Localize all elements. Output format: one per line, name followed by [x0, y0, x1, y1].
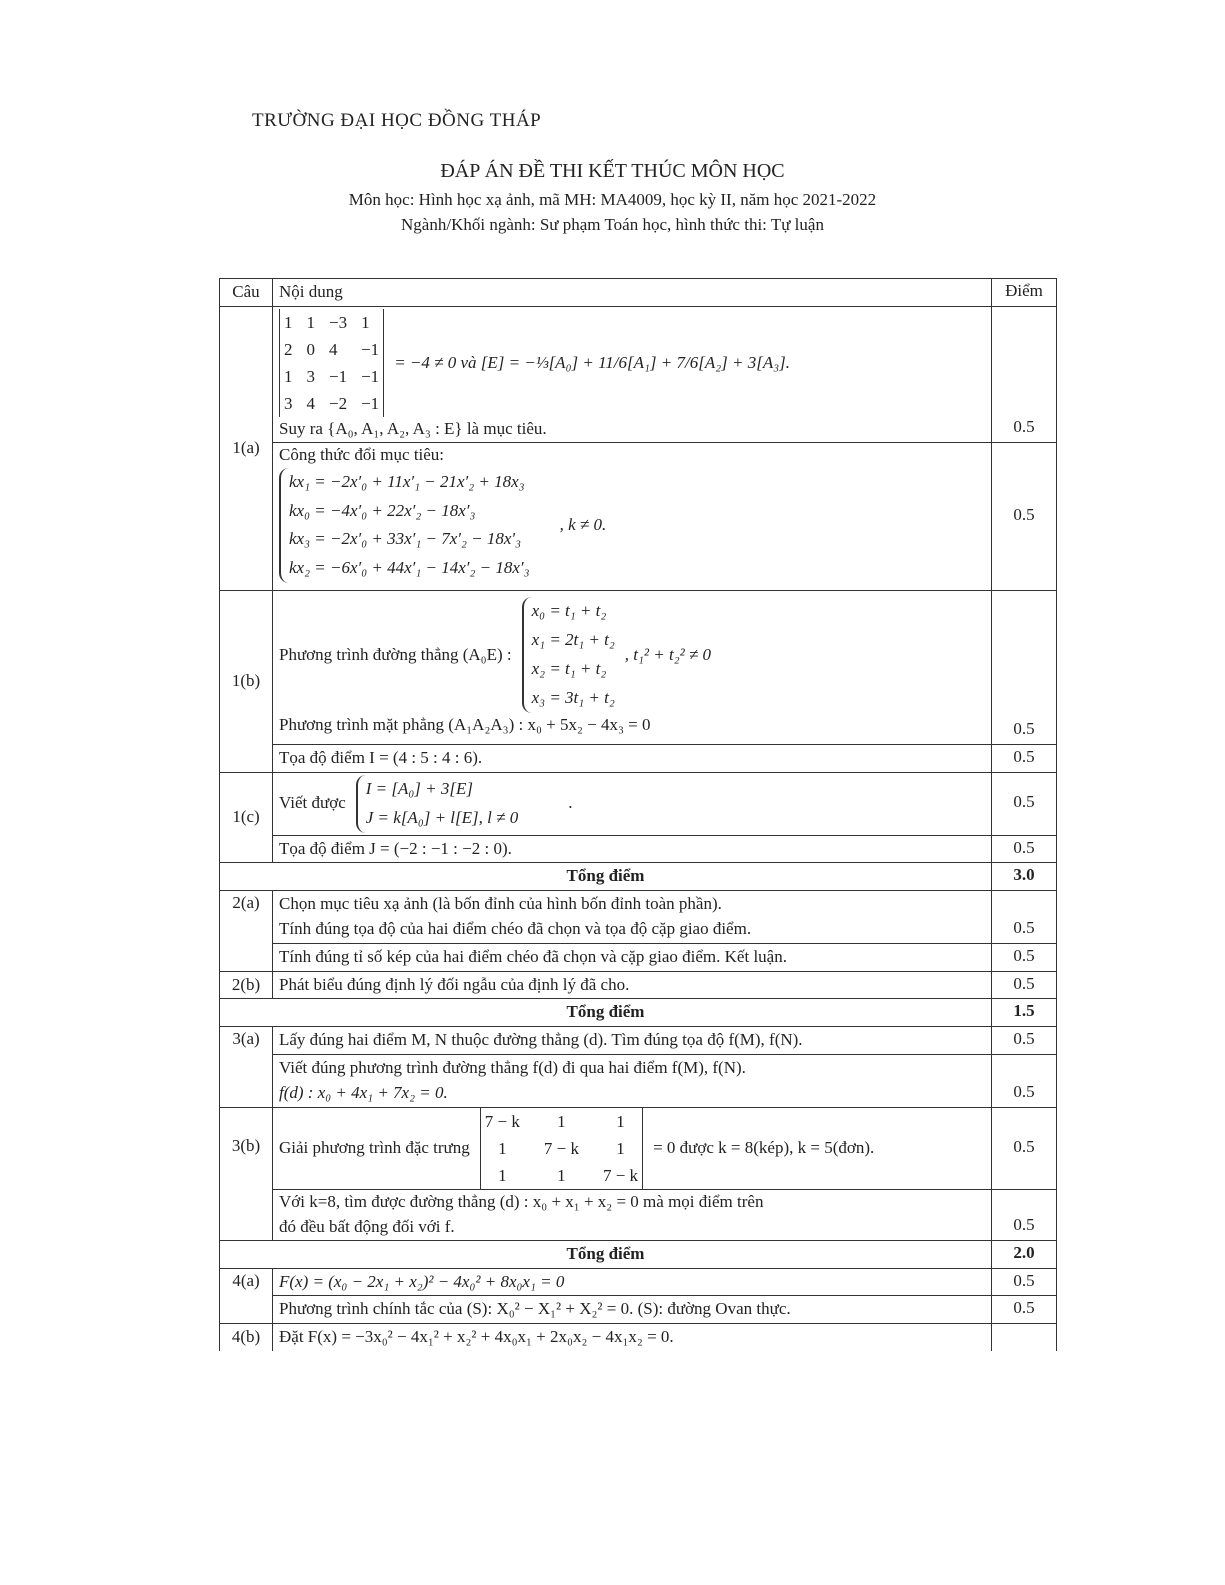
matrix-entry: 1 — [557, 1165, 566, 1185]
q2b-text: Phát biểu đúng định lý đối ngẫu của định lý đã cho. — [273, 971, 992, 999]
plane-equation: Phương trình mặt phẳng (A₁A₂A₃) : x₀ + 5x₂ − 4x₃ = 0 — [279, 714, 651, 734]
matrix-entry: 3 — [306, 367, 315, 387]
matrix-entry: 1 — [498, 1165, 507, 1185]
q1a-score-1: 0.5 — [992, 306, 1057, 442]
q2b-label: 2(b) — [220, 971, 273, 999]
system-equation: x₀ = t₁ + t₂ — [531, 601, 607, 621]
q3a-score-2: 0.5 — [992, 1054, 1057, 1107]
q2a-label: 2(a) — [220, 890, 273, 971]
coordinate-change-system — [279, 468, 530, 584]
q2a-line-2: Tính đúng tọa độ của hai điểm chéo đã chọn và tọa độ cặp giao điểm. — [279, 918, 752, 938]
line-param-system — [522, 597, 615, 713]
IJ-system — [356, 775, 518, 833]
matrix-entry: −1 — [329, 367, 348, 387]
header-content: Nội dung — [273, 279, 992, 307]
q1b-score-2: 0.5 — [992, 745, 1057, 773]
matrix-entry: 1 — [557, 1111, 566, 1131]
total-score-2: 1.5 — [992, 999, 1057, 1027]
system-equation: kx₀ = −4x′₀ + 22x′₂ − 18x′₃ — [289, 500, 476, 520]
matrix-entry: −3 — [329, 312, 348, 332]
system-equation: kx₁ = −2x′₀ + 11x′₁ − 21x′₂ + 18x₃ — [289, 471, 525, 491]
q4a-line-1: F(x) = (x₀ − 2x₁ + x₂)² − 4x₀² + 8x₀x₁ = 0 — [273, 1268, 992, 1296]
q1a-label: 1(a) — [220, 306, 273, 590]
q4b-score-empty — [992, 1324, 1057, 1351]
q2a-line-3: Tính đúng tỉ số kép của hai điểm chéo đã chọn và cặp giao điểm. Kết luận. — [273, 943, 992, 971]
q2a-line-1: Chọn mục tiêu xạ ảnh (là bốn đỉnh của hình bốn đỉnh toàn phần). — [279, 894, 722, 914]
matrix-entry: 1 — [616, 1138, 625, 1158]
system-equation: x₂ = t₁ + t₂ — [531, 659, 607, 679]
matrix-entry: 4 — [329, 339, 338, 359]
matrix-entry: 1 — [361, 312, 370, 332]
matrix-entry: 4 — [306, 394, 315, 414]
q1b-label: 1(b) — [220, 591, 273, 773]
q3a-line-3: f(d) : x₀ + 4x₁ + 7x₂ = 0. — [279, 1082, 448, 1102]
characteristic-determinant — [480, 1108, 643, 1190]
q3b-label: 3(b) — [220, 1107, 273, 1241]
q1c-dot: . — [568, 793, 573, 813]
q1c-label: 1(c) — [220, 772, 273, 863]
formula-title: Công thức đổi mục tiêu: — [279, 445, 445, 465]
matrix-entry: −1 — [361, 339, 380, 359]
q1a-conclusion: Suy ra {A₀, A₁, A₂, A₃ : E} là mục tiêu. — [279, 419, 547, 439]
system-equation: x₃ = 3t₁ + t₂ — [531, 688, 615, 708]
q4b-label: 4(b) — [220, 1324, 273, 1351]
q2a-score-1: 0.5 — [992, 890, 1057, 943]
matrix-entry: −1 — [361, 394, 380, 414]
course-info: Môn học: Hình học xạ ảnh, mã MH: MA4009, học kỳ II, năm học 2021-2022 — [348, 190, 877, 209]
matrix-entry: −2 — [329, 394, 348, 414]
matrix-entry: 3 — [284, 394, 293, 414]
q3b-line-1: Với k=8, tìm được đường thẳng (d) : x₀ + x₁ + x₂ = 0 mà mọi điểm trên — [279, 1192, 764, 1212]
q3a-line-2: Viết đúng phương trình đường thẳng f(d) đi qua hai điểm f(M), f(N). — [279, 1057, 746, 1077]
matrix-entry: 1 — [306, 312, 315, 332]
total-score-3: 2.0 — [992, 1241, 1057, 1269]
q1c-score-1: 0.5 — [992, 772, 1057, 835]
matrix-entry: 7 − k — [543, 1138, 579, 1158]
document-title: ĐÁP ÁN ĐỀ THI KẾT THÚC MÔN HỌC — [440, 160, 785, 182]
q3a-line-1: Lấy đúng hai điểm M, N thuộc đường thẳng (d). Tìm đúng tọa độ f(M), f(N). — [273, 1026, 992, 1054]
system-equation: kx₃ = −2x′₀ + 33x′₁ − 7x′₂ − 18x′₃ — [289, 529, 522, 549]
q4b-line-1: Đặt F(x) = −3x₀² − 4x₁² + x₂² + 4x₀x₁ + 2x₀x₂ − 4x₁x₂ = 0. — [273, 1324, 992, 1351]
q2a-score-2: 0.5 — [992, 943, 1057, 971]
q1c-prefix: Viết được — [279, 793, 346, 813]
total-score-1: 3.0 — [992, 863, 1057, 891]
q4a-label: 4(a) — [220, 1268, 273, 1323]
determinant-4x4 — [279, 309, 384, 418]
total-label-3: Tổng điểm — [220, 1241, 992, 1269]
matrix-entry: 1 — [498, 1138, 507, 1158]
answer-table — [219, 278, 1057, 1351]
q1b-score-1: 0.5 — [992, 591, 1057, 745]
q4a-score-1: 0.5 — [992, 1268, 1057, 1296]
header-score: Điểm — [992, 279, 1057, 307]
q3b-line-2: đó đều bất động đối với f. — [279, 1217, 455, 1237]
matrix-entry: 1 — [616, 1111, 625, 1131]
matrix-entry: 2 — [284, 339, 293, 359]
total-label-2: Tổng điểm — [220, 999, 992, 1027]
system-equation: I = [A₀] + 3[E] — [365, 778, 473, 798]
matrix-entry: 7 − k — [484, 1111, 520, 1131]
system-equation: x₁ = 2t₁ + t₂ — [531, 630, 615, 650]
school-name: TRƯỜNG ĐẠI HỌC ĐỒNG THÁP — [252, 110, 542, 131]
system-condition: , k ≠ 0. — [559, 515, 607, 535]
matrix-entry: 1 — [284, 312, 293, 332]
point-J: Tọa độ điểm J = (−2 : −1 : −2 : 0). — [273, 835, 992, 863]
matrix-entry: 7 − k — [602, 1165, 639, 1185]
q3b-prefix: Giải phương trình đặc trưng — [279, 1137, 470, 1157]
q1c-score-2: 0.5 — [992, 835, 1057, 863]
matrix-entry: 0 — [306, 339, 315, 359]
q3b-score-2: 0.5 — [992, 1190, 1057, 1241]
q3b-result: = 0 được k = 8(kép), k = 5(đơn). — [653, 1137, 875, 1157]
major-info: Ngành/Khối ngành: Sư phạm Toán học, hình thức thi: Tự luận — [401, 215, 824, 234]
point-I: Tọa độ điểm I = (4 : 5 : 4 : 6). — [273, 745, 992, 773]
q2b-score: 0.5 — [992, 971, 1057, 999]
system-equation: J = k[A₀] + l[E], l ≠ 0 — [365, 807, 519, 827]
matrix-entry: 1 — [284, 367, 293, 387]
q3a-label: 3(a) — [220, 1026, 273, 1107]
line-equation-text: Phương trình đường thẳng (A₀E) : — [279, 644, 512, 664]
q1a-score-2: 0.5 — [992, 443, 1057, 591]
total-label-1: Tổng điểm — [220, 863, 992, 891]
q3b-score-1: 0.5 — [992, 1107, 1057, 1190]
param-condition: , t₁² + t₂² ≠ 0 — [624, 644, 712, 664]
matrix-entry: −1 — [361, 367, 380, 387]
q4a-line-2: Phương trình chính tắc của (S): X₀² − X₁² + X₂² = 0. (S): đường Ovan thực. — [273, 1296, 992, 1324]
q3a-score-1: 0.5 — [992, 1026, 1057, 1054]
det-result: = −4 ≠ 0 và [E] = −⅓[A₀] + 11/6[A₁] + 7/6[A₂] + 3[A₃]. — [394, 352, 791, 372]
header-cau: Câu — [220, 279, 273, 307]
q4a-score-2: 0.5 — [992, 1296, 1057, 1324]
system-equation: kx₂ = −6x′₀ + 44x′₁ − 14x′₂ − 18x′₃ — [289, 558, 530, 578]
